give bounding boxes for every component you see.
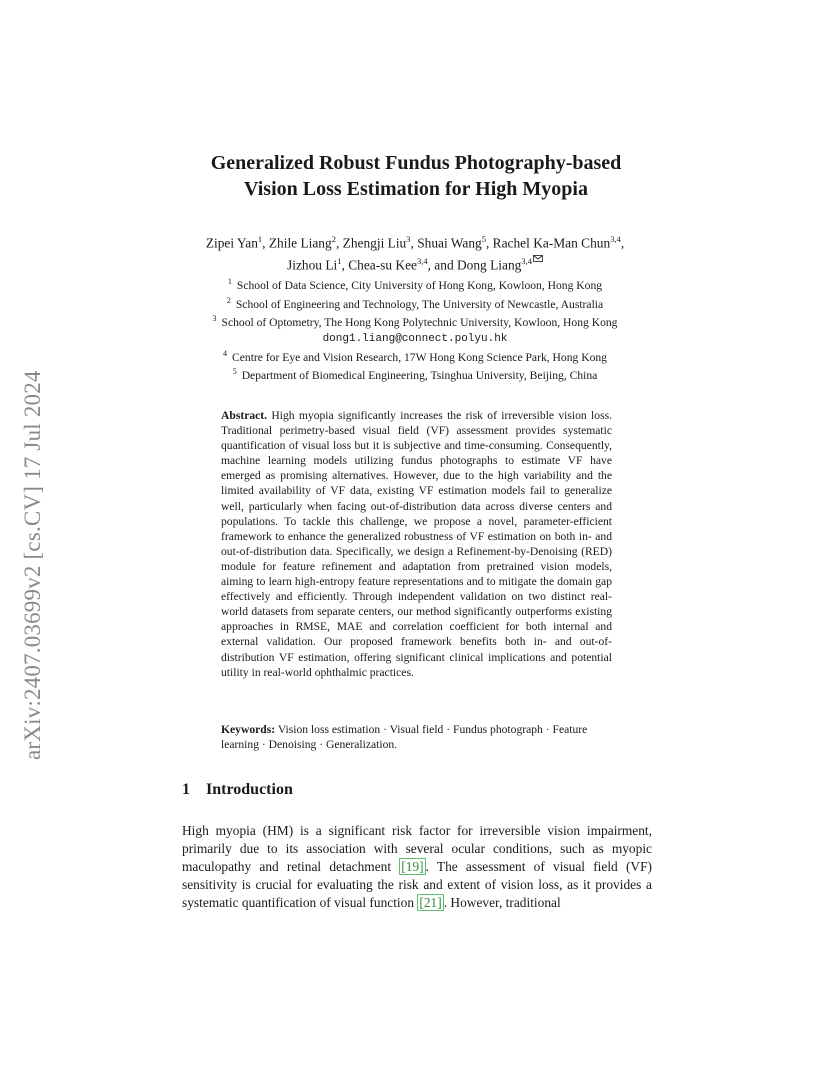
intro-text: . The assessment of visual field (VF) sensitivity is crucial for evaluating the risk and extent of vision loss, as it provides a systematic quantification of visual function [182, 859, 652, 910]
author-affil: 2 [331, 234, 336, 244]
author-affil: 5 [481, 234, 486, 244]
email-link[interactable]: dong1.liang@connect.polyu.hk [322, 332, 508, 345]
abstract [221, 408, 612, 680]
affiliation-item [150, 312, 680, 331]
intro-text: High myopia (HM) is a significant risk factor for irreversible vision impairment, primarily due to its association with several ocular conditions, such as myopic maculopathy and retinal detachment [182, 823, 652, 874]
author-separator: , [410, 235, 418, 251]
affiliation-text: School of Optometry, The Hong Kong Polytechnic University, Kowloon, Hong Kong [221, 316, 618, 330]
author-name: Dong Liang [457, 257, 522, 273]
abstract-label: Abstract. [221, 409, 268, 422]
keywords-text: Vision loss estimation · Visual field · Fundus photograph · Feature learning · Denoising · Generalization. [221, 723, 588, 752]
keywords [221, 722, 612, 752]
author-line-1 [150, 230, 680, 252]
affiliation-text: School of Engineering and Technology, The University of Newcastle, Australia [235, 297, 604, 311]
author-affil-number: 3,4 [521, 256, 532, 267]
affiliation-email [150, 331, 680, 347]
author-name: Zhengji Liu [342, 235, 407, 251]
author-affil: 3 [406, 234, 411, 244]
author-name: Rachel Ka-Man Chun [492, 235, 611, 251]
author-name: Shuai Wang [417, 235, 482, 251]
affiliation-item [150, 347, 680, 366]
author-separator: , [620, 235, 625, 251]
affiliation-number: 4 [223, 348, 228, 358]
author-separator: , [335, 235, 343, 251]
section-title: Introduction [206, 781, 293, 798]
keywords-label: Keywords: [221, 723, 276, 736]
intro-text: . However, traditional [443, 895, 561, 910]
author-name: Zipei Yan [205, 235, 258, 251]
citation-link[interactable]: [21] [419, 895, 442, 910]
affiliation-number: 1 [227, 277, 232, 286]
author-affil: 1 [257, 234, 263, 244]
author-separator: , [485, 235, 493, 251]
title-line-2: Vision Loss Estimation for High Myopia [244, 178, 588, 200]
affiliation-number: 5 [232, 367, 237, 377]
affiliation-text: School of Data Science, City University of Hong Kong, Kowloon, Hong Kong [236, 278, 603, 292]
paper-title [130, 150, 702, 202]
citation-link[interactable]: [19] [401, 859, 424, 874]
author-affil: 1 [337, 256, 342, 267]
author-affil [521, 256, 543, 266]
abstract-text: High myopia significantly increases the risk of irreversible vision loss. Traditional perimetry-based visual field (VF) assessment provides systematic quantification of visual loss but it is subjective and time-consuming. Consequently, machine learning models utilizing fundus photographs to estimate VF have emerged as promising alternatives. However, due to the high variability and the limited availability of VF data, existing VF estimation models fail to generalize well, particularly when facing out-of-distribution data across diverse centers and populations. To tackle this challenge, we propose a novel, parameter-efficient framework to enhance the generalized robustness of VF estimation on both in- and out-of-distribution data. Specifically, we design a Refinement-by-Denoising (RED) module for feature refinement and adaptation from pretrained vision models, aiming to learn high-entropy feature representations and to mitigate the domain gap effectively and efficiently. Through independent validation on two distinct real-world datasets from separate centers, our method significantly outperforms existing approaches in RMSE, MAE and correlation coefficient for both internal and external validation. Our proposed framework benefits both in- and out-of-distribution VF estimation, offering significant clinical implications and potential utility in real-world ophthalmic practices. [221, 409, 612, 679]
affiliation-item [150, 365, 680, 384]
affiliation-number: 3 [212, 314, 217, 324]
section-number: 1 [182, 781, 190, 798]
author-list [150, 230, 680, 275]
author-name: Jizhou Li [287, 257, 338, 273]
affiliation-number: 2 [226, 295, 231, 305]
author-line-2 [150, 252, 680, 274]
author-name: Zhile Liang [268, 235, 332, 251]
affiliation-item [150, 294, 680, 313]
section-heading [182, 781, 293, 799]
author-separator: , and [427, 257, 457, 273]
title-line-1: Generalized Robust Fundus Photography-based [210, 152, 622, 174]
affiliation-list [150, 275, 680, 384]
author-name: Chea-su Kee [348, 257, 417, 273]
affiliation-text: Department of Biomedical Engineering, Tsinghua University, Beijing, China [241, 369, 598, 383]
envelope-icon[interactable] [533, 255, 543, 262]
author-affil: 3,4 [416, 256, 428, 267]
author-separator: , [341, 257, 349, 273]
author-separator: , [262, 235, 269, 251]
arxiv-identifier[interactable]: arXiv:2407.03699v2 [cs.CV] 17 Jul 2024 [20, 370, 45, 760]
author-affil: 3,4 [610, 234, 621, 244]
intro-paragraph [182, 822, 652, 912]
affiliation-text: Centre for Eye and Vision Research, 17W Hong Kong Science Park, Hong Kong [232, 350, 607, 364]
affiliation-item [150, 275, 680, 294]
